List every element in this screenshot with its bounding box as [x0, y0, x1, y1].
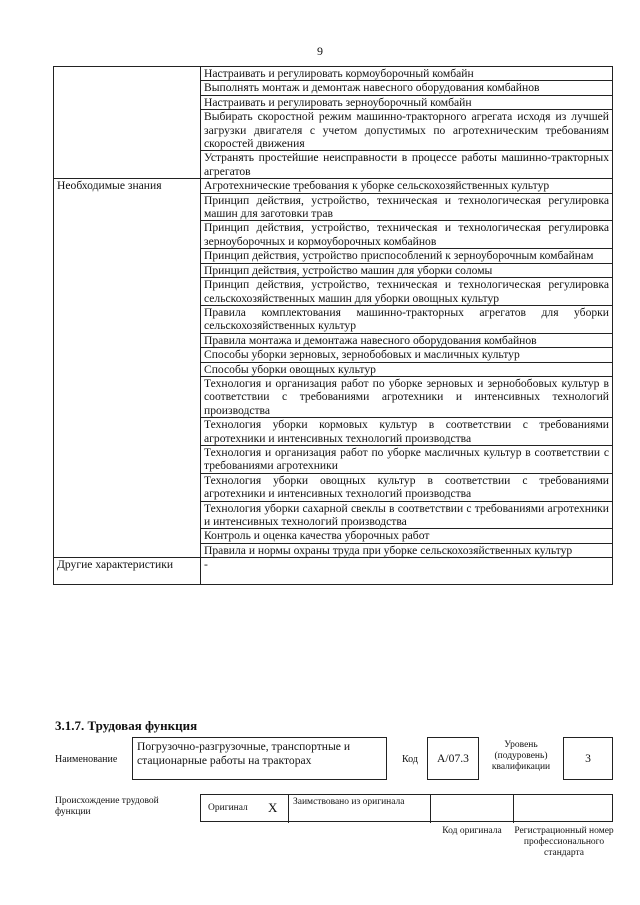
reg-number-label: Регистрационный номер профессионального стандарта — [514, 826, 614, 858]
page-number: 9 — [317, 44, 323, 58]
row-value: Контроль и оценка качества уборочных работ — [201, 529, 613, 543]
divider — [513, 795, 514, 823]
row-value: Способы уборки зерновых, зернобобовых и масличных культур — [201, 348, 613, 362]
row-value: Правила и нормы охраны труда при уборке сельскохозяйственных культур — [201, 543, 613, 557]
row-value: Технология уборки кормовых культур в соответствии с требованиями агротехники и интенсивных технологий производства — [201, 418, 613, 446]
table-row — [54, 179, 613, 193]
row-label: Необходимые знания — [54, 179, 201, 558]
row-value: Принцип действия, устройство, техническая и технологическая регулировка зерноуборочных и кормоуборочных комбайнов — [201, 221, 613, 249]
row-value: Выполнять монтаж и демонтаж навесного оборудования комбайнов — [201, 81, 613, 95]
original-label: Оригинал — [208, 803, 248, 813]
row-value: Принцип действия, устройство, техническая и технологическая регулировка машин для заготовки трав — [201, 193, 613, 221]
row-value: Агротехнические требования к уборке сельскохозяйственных культур — [201, 179, 613, 193]
row-label: Другие характеристики — [54, 558, 201, 585]
code-box: А/07.3 — [427, 737, 479, 780]
row-value: Способы уборки овощных культур — [201, 362, 613, 376]
row-value: - — [201, 558, 613, 585]
row-label — [54, 67, 201, 179]
table-row — [54, 558, 613, 585]
row-value: Устранять простейшие неисправности в процессе работы машинно-тракторных агрегатов — [201, 151, 613, 179]
row-value: Технология уборки овощных культур в соответствии с требованиями агротехники и интенсивных технологий производства — [201, 473, 613, 501]
row-value: Технология уборки сахарной свеклы в соответствии с требованиями агротехники и интенсивных технологий производства — [201, 501, 613, 529]
row-value: Настраивать и регулировать зерноуборочный комбайн — [201, 95, 613, 109]
row-value: Принцип действия, устройство, техническая и технологическая регулировка сельскохозяйственных машин для уборки овощных культур — [201, 278, 613, 306]
code-original-label: Код оригинала — [442, 826, 502, 836]
divider — [430, 795, 431, 823]
row-value: Принцип действия, устройство приспособлений к зерноуборочным комбайнам — [201, 249, 613, 263]
code-label: Код — [402, 754, 418, 765]
level-box: 3 — [563, 737, 613, 780]
original-mark: Х — [268, 800, 278, 815]
knowledge-table — [53, 66, 613, 585]
name-label: Наименование — [55, 754, 118, 765]
function-name-box: Погрузочно-разгрузочные, транспортные и стационарные работы на тракторах — [132, 737, 387, 780]
section-title: 3.1.7. Трудовая функция — [55, 718, 198, 733]
row-value: Выбирать скоростной режим машинно-тракторного агрегата исходя из лучшей загрузки двигателя с учетом допустимых по агротехническим требованиям скоростей движения — [201, 110, 613, 151]
row-value: Принцип действия, устройство машин для уборки соломы — [201, 263, 613, 277]
table-row — [54, 67, 613, 81]
row-value: Правила комплектования машинно-тракторных агрегатов для уборки сельскохозяйственных культур — [201, 305, 613, 333]
level-label: Уровень (подуровень) квалификации — [491, 740, 551, 772]
origin-table — [200, 794, 613, 822]
row-value: Технология и организация работ по уборке зерновых и зернобобовых культур в соответствии с требованиями агротехники и интенсивных технологий производства — [201, 376, 613, 417]
divider — [288, 795, 289, 823]
row-value: Технология и организация работ по уборке масличных культур в соответствии с требованиями агротехники — [201, 445, 613, 473]
row-value: Настраивать и регулировать кормоуборочный комбайн — [201, 67, 613, 81]
origin-label: Происхождение трудовой функции — [55, 796, 159, 817]
borrowed-label: Заимствовано из оригинала — [293, 797, 405, 807]
row-value: Правила монтажа и демонтажа навесного оборудования комбайнов — [201, 333, 613, 347]
